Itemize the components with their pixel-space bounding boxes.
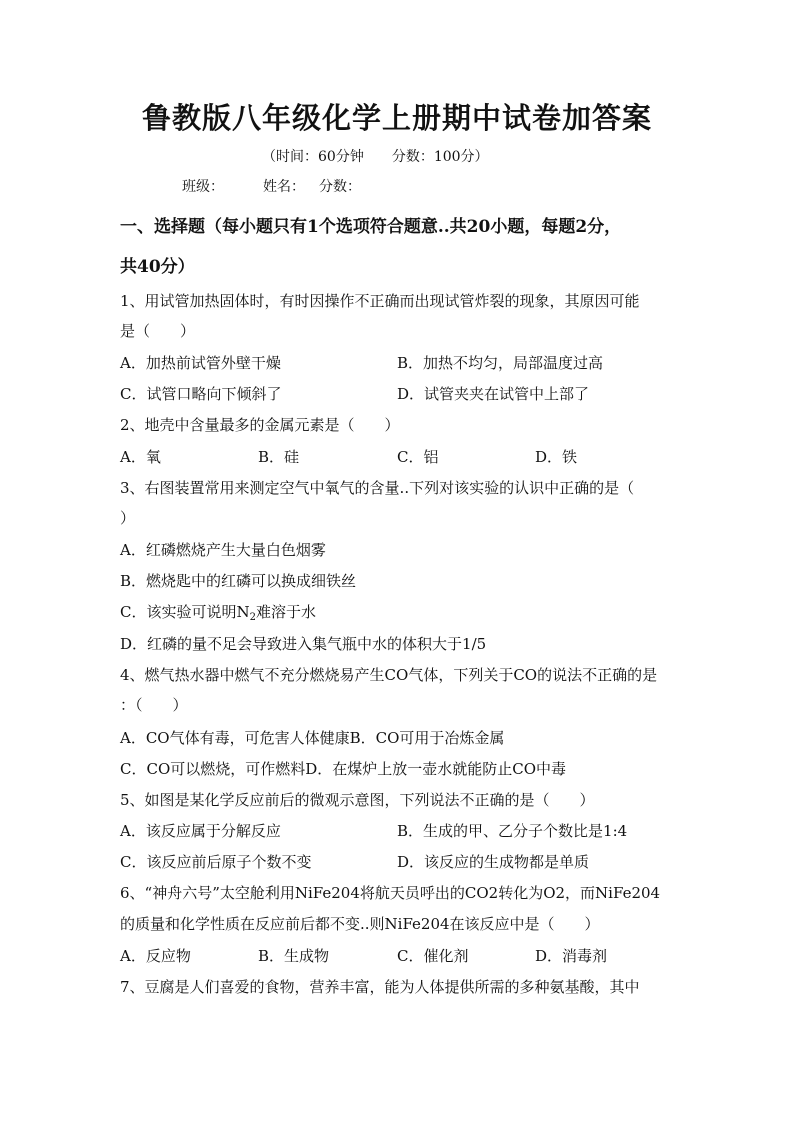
question-6-option-d: D．消毒剂 [535, 947, 608, 965]
class-label: 班级： [182, 179, 224, 195]
question-1-text-cont: 是（ ） [120, 322, 196, 340]
subscript-2: 2 [249, 612, 256, 623]
page-title: 鲁教版八年级化学上册期中试卷加答案 [141, 101, 652, 135]
question-3-option-a: A．红磷燃烧产生大量白色烟雾 [120, 541, 326, 559]
section-heading: 一、选择题（每小题只有1个选项符合题意..共20小题，每题2分， [120, 217, 622, 237]
question-4-option-ab: A．CO气体有毒，可危害人体健康B．CO可用于冶炼金属 [120, 729, 505, 747]
question-1-option-c: C．试管口略向下倾斜了 [120, 385, 282, 403]
question-6-option-a: A．反应物 [120, 947, 191, 965]
question-2-option-d: D．铁 [535, 448, 578, 466]
question-3-option-d: D．红磷的量不足会导致进入集气瓶中水的体积大于1/5 [120, 635, 487, 653]
option-c-text-part2: 难溶于水 [255, 603, 316, 621]
question-3-text-cont: ） [120, 509, 136, 527]
question-6-text-cont: 的质量和化学性质在反应前后都不变..则NiFe204在该反应中是（ ） [120, 915, 600, 933]
question-5-option-b: B．生成的甲、乙分子个数比是1:4 [397, 822, 628, 840]
question-6-option-c: C．催化剂 [397, 947, 469, 965]
question-1-option-a: A．加热前试管外壁干燥 [120, 354, 281, 372]
question-1-option-d: D．试管夹夹在试管中上部了 [397, 385, 590, 403]
question-2-option-c: C．铝 [397, 448, 439, 466]
exam-time-score: （时间：60分钟 分数：100分） [262, 149, 489, 165]
question-6-option-b: B．生成物 [258, 947, 330, 965]
question-5-option-a: A．该反应属于分解反应 [120, 822, 281, 840]
option-c-text-part1: C．该实验可说明N [120, 603, 250, 621]
question-2-text: 2、地壳中含量最多的金属元素是（ ） [120, 416, 400, 434]
question-2-option-a: A．氧 [120, 448, 161, 466]
score-label: 分数： [319, 179, 361, 195]
question-3-text: 3、右图装置常用来测定空气中氧气的含量..下列对该实验的认识中正确的是（ [120, 479, 635, 497]
section-heading-cont: 共40分） [120, 257, 195, 277]
question-5-option-d: D．该反应的生成物都是单质 [397, 853, 590, 871]
question-4-text-cont: ：（ ） [120, 696, 188, 714]
question-5-text: 5、如图是某化学反应前后的微观示意图，下列说法不正确的是（ ） [120, 791, 595, 809]
question-3-option-c [120, 601, 316, 623]
name-label: 姓名： [263, 179, 305, 195]
question-1-text: 1、用试管加热固体时，有时因操作不正确而出现试管炸裂的现象，其原因可能 [120, 292, 640, 310]
question-4-text: 4、燃气热水器中燃气不充分燃烧易产生CO气体，下列关于CO的说法不正确的是 [120, 666, 658, 684]
question-2-option-b: B．硅 [258, 448, 300, 466]
question-6-text: 6、“神舟六号”太空舱利用NiFe204将航天员呼出的CO2转化为O2，而NiFe204 [120, 884, 661, 902]
question-7-text: 7、豆腐是人们喜爱的食物，营养丰富，能为人体提供所需的多种氨基酸，其中 [120, 978, 640, 996]
question-1-option-b: B．加热不均匀，局部温度过高 [397, 354, 604, 372]
question-3-option-b: B．燃烧匙中的红磷可以换成细铁丝 [120, 572, 357, 590]
question-5-option-c: C．该反应前后原子个数不变 [120, 853, 312, 871]
question-4-option-cd: C．CO可以燃烧，可作燃料D．在煤炉上放一壶水就能防止CO中毒 [120, 760, 567, 778]
